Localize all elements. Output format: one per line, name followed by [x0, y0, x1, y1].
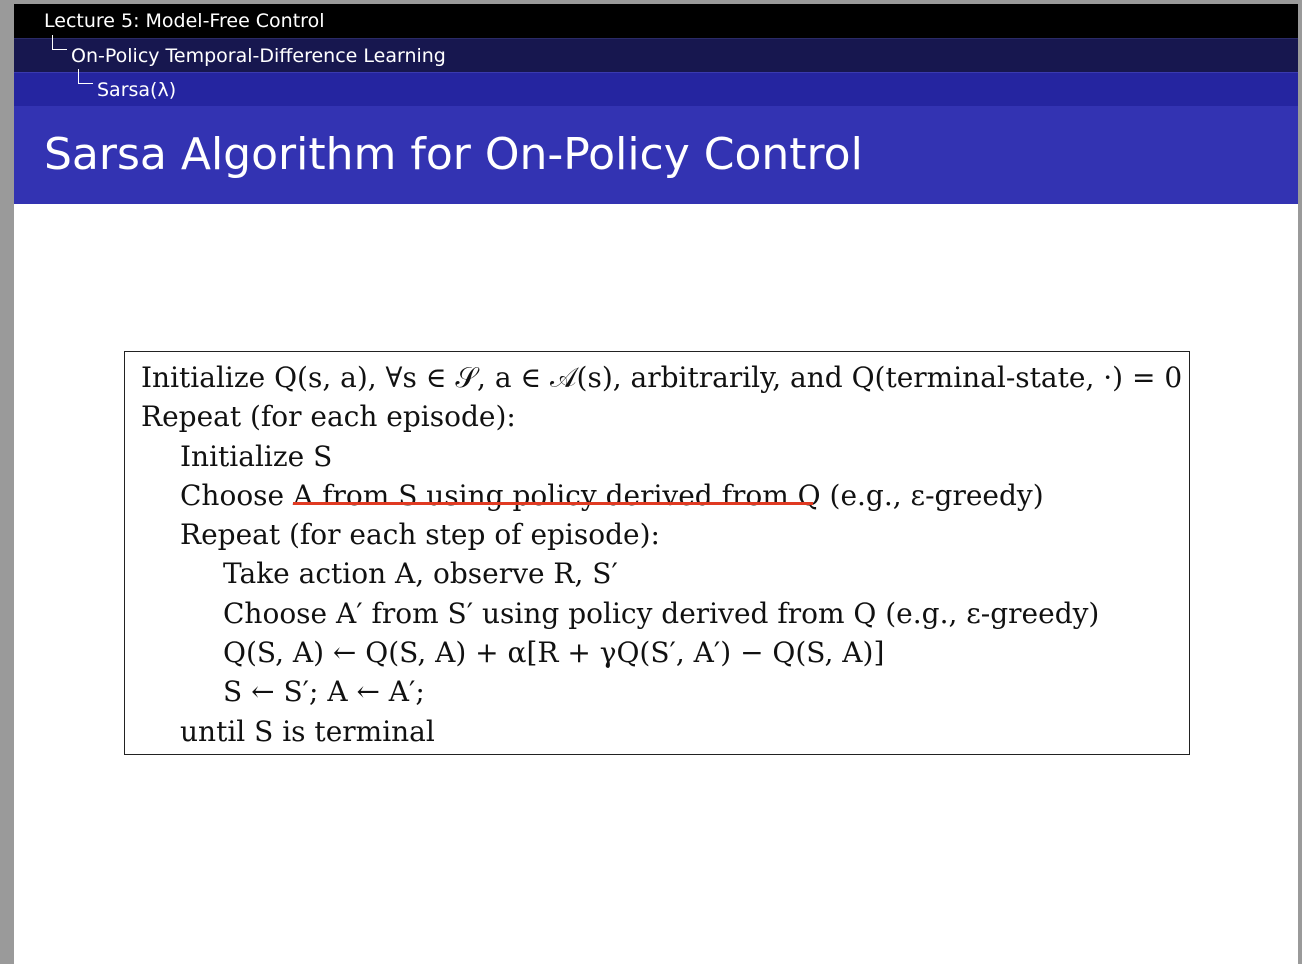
breadcrumb-section	[14, 38, 1298, 72]
algorithm-line: Repeat (for each episode):	[141, 400, 516, 434]
algorithm-line: Initialize Q(s, a), ∀s ∈ 𝒮, a ∈ 𝒜(s), arbitrarily, and Q(terminal-state, ·) = 0	[141, 361, 1183, 394]
algorithm-line: Choose A′ from S′ using policy derived from Q (e.g., ε-greedy)	[223, 596, 1100, 630]
algorithm-line: Initialize S	[180, 439, 333, 473]
algorithm-line: Repeat (for each step of episode):	[180, 518, 660, 552]
breadcrumb-subsection	[14, 72, 1298, 106]
slide	[14, 4, 1298, 964]
slide-title: Sarsa Algorithm for On-Policy Control	[44, 129, 863, 180]
algorithm-line: Q(S, A) ← Q(S, A) + α[R + γQ(S′, A′) − Q(S, A)]	[223, 636, 885, 670]
subsection-title: Sarsa(λ)	[97, 79, 177, 101]
section-title: On-Policy Temporal-Difference Learning	[71, 45, 446, 67]
algorithm-box	[124, 351, 1190, 755]
breadcrumb-lecture	[14, 4, 1298, 38]
algorithm-line: until S is terminal	[180, 714, 435, 748]
tree-elbow-icon	[52, 35, 67, 50]
red-underline-annotation	[293, 502, 813, 505]
lecture-title: Lecture 5: Model-Free Control	[44, 10, 325, 32]
algorithm-line: S ← S′; A ← A′;	[223, 675, 425, 709]
tree-elbow-icon	[78, 69, 93, 84]
slide-title-bar	[14, 106, 1298, 204]
algorithm-line: Choose A from S using policy derived from Q (e.g., ε-greedy)	[180, 478, 1044, 512]
algorithm-line: Take action A, observe R, S′	[223, 557, 618, 591]
